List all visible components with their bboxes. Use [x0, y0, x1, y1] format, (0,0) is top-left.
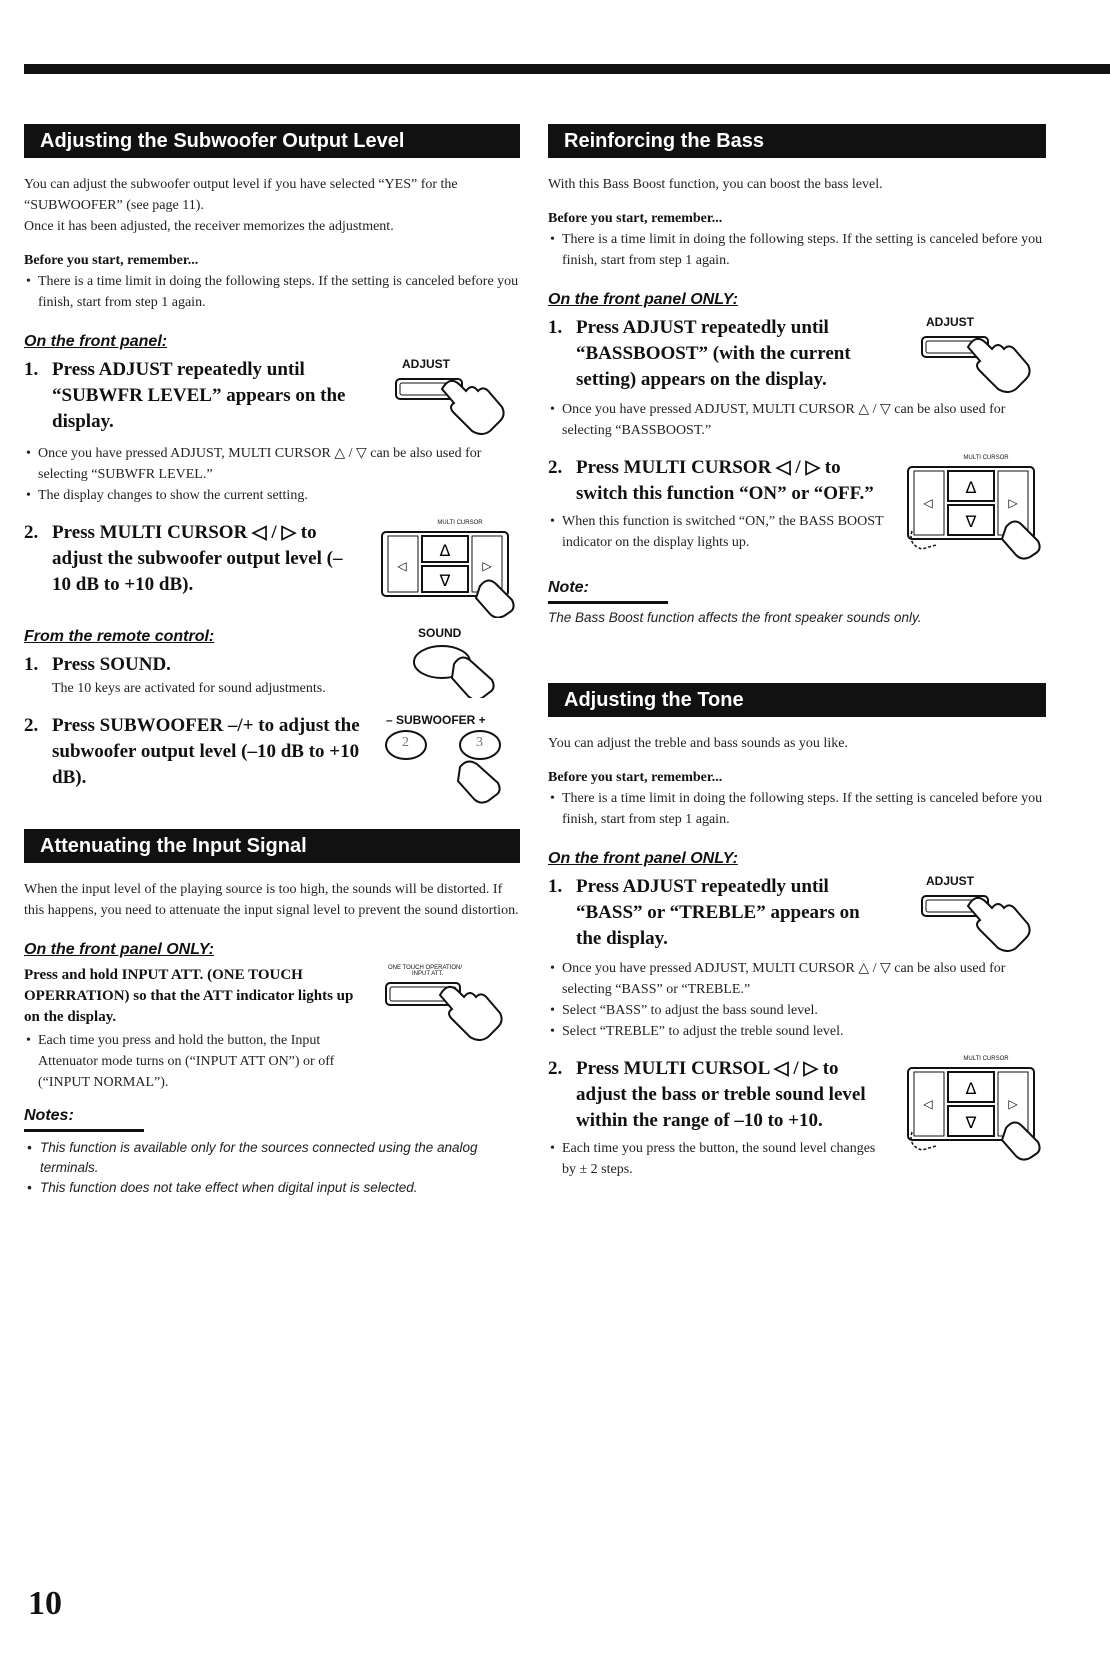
- bass-intro: With this Bass Boost function, you can boost the bass level.: [548, 177, 883, 192]
- svg-text:◁: ◁: [923, 496, 933, 510]
- step-text: Press SOUND.: [52, 654, 171, 675]
- step-number: 1.: [548, 876, 563, 897]
- tone-step-1: [548, 874, 1046, 954]
- adjust-button-illustration: [390, 357, 520, 437]
- step-text: Press MULTI CURSOL ◁ / ▷ to adjust the bass or treble sound level within the range of –10 to +10.: [576, 1058, 866, 1131]
- cursor-pad-icon: [906, 461, 1046, 561]
- subwoofer-label: – SUBWOOFER +: [386, 713, 486, 727]
- note-2: • This function does not take effect when digital input is selected.: [24, 1178, 520, 1198]
- multi-cursor-label: MULTI CURSOR: [963, 455, 1009, 461]
- step-number: 1.: [548, 317, 563, 338]
- subwoofer-intro-2: Once it has been adjusted, the receiver memorizes the adjustment.: [24, 219, 394, 234]
- sound-button-icon: [410, 640, 520, 698]
- step-number: 2.: [548, 1058, 563, 1079]
- multi-cursor-label: MULTI CURSOR: [437, 520, 483, 526]
- adjust-button-illustration: [916, 315, 1046, 395]
- remote-step1-text: The 10 keys are activated for sound adjustments.: [52, 681, 326, 696]
- step-number: 2.: [24, 522, 39, 543]
- step-text: Press MULTI CURSOR ◁ / ▷ to switch this function “ON” or “OFF.”: [576, 457, 874, 504]
- svg-text:Δ: Δ: [965, 1079, 977, 1098]
- notes-rule: [24, 1129, 144, 1132]
- bass-heading: On the front panel ONLY:: [548, 291, 738, 308]
- step1-bullet-2: • The display changes to show the current setting.: [24, 485, 520, 506]
- subwoofer-keys-illustration: [380, 713, 520, 809]
- tone-step1-bullet-3: • Select “TREBLE” to adjust the treble sound level.: [548, 1021, 1046, 1042]
- subwoofer-step-2: [24, 520, 520, 620]
- section-title-tone: Adjusting the Tone: [548, 683, 1046, 717]
- subwoofer-step-1: [24, 357, 520, 437]
- left-column: [24, 124, 520, 1198]
- sound-button-illustration: [410, 626, 520, 696]
- adjust-label: ADJUST: [926, 315, 975, 329]
- svg-text:◁: ◁: [923, 1097, 933, 1111]
- svg-text:▷: ▷: [1008, 1097, 1018, 1111]
- hand-press-icon: [380, 977, 520, 1041]
- notes-heading: Notes:: [24, 1107, 74, 1124]
- step-number: 2.: [548, 457, 563, 478]
- attenuate-instruction: [24, 965, 520, 1093]
- subwoofer-intro-1: You can adjust the subwoofer output level if you have selected “YES” for the “SUBWOOFER” (see page 11).: [24, 177, 458, 213]
- step-text: Press ADJUST repeatedly until “SUBWFR LEVEL” appears on the display.: [52, 359, 346, 432]
- input-att-button-illustration: [380, 965, 520, 1045]
- note-1: • This function is available only for the sources connected using the analog terminals.: [24, 1138, 520, 1178]
- multi-cursor-illustration: [906, 455, 1046, 565]
- input-att-label-1: ONE TOUCH OPERATION/: [388, 965, 463, 971]
- svg-text:∇: ∇: [439, 571, 451, 590]
- remote-heading: From the remote control:: [24, 628, 215, 645]
- multi-cursor-illustration: [380, 520, 520, 620]
- page-number: 10: [28, 1585, 62, 1622]
- section-title-bass: Reinforcing the Bass: [548, 124, 1046, 158]
- before-you-start: Before you start, remember...: [548, 770, 723, 785]
- svg-text:◁: ◁: [397, 559, 407, 573]
- step1-bullet-1: • Once you have pressed ADJUST, MULTI CURSOR △ / ▽ can be also used for selecting “SUBWFR LEVEL.”: [24, 443, 520, 485]
- section-title-attenuate: Attenuating the Input Signal: [24, 829, 520, 863]
- hand-press-icon: [916, 888, 1046, 952]
- multi-cursor-illustration: [906, 1056, 1046, 1166]
- tone-step1-bullet-2: • Select “BASS” to adjust the bass sound level.: [548, 1000, 1046, 1021]
- key-2: 2: [402, 735, 409, 750]
- bass-step-2: [548, 455, 1046, 565]
- top-rule: [24, 64, 1110, 74]
- svg-text:▷: ▷: [482, 559, 492, 573]
- tone-intro: You can adjust the treble and bass sounds as you like.: [548, 736, 848, 751]
- multi-cursor-label: MULTI CURSOR: [963, 1056, 1009, 1062]
- attenuate-intro: When the input level of the playing source is too high, the sounds will be distorted. If this happens, you need to attenuate the input signal level to prevent the sound distortion.: [24, 882, 519, 918]
- bass-step-1: [548, 315, 1046, 395]
- sound-label: SOUND: [418, 626, 462, 640]
- before-bullet: • There is a time limit in doing the following steps. If the setting is canceled before you finish, start from step 1 again.: [24, 271, 520, 313]
- step-number: 1.: [24, 654, 39, 675]
- tone-heading: On the front panel ONLY:: [548, 850, 738, 867]
- before-bullet: • There is a time limit in doing the following steps. If the setting is canceled before you finish, start from step 1 again.: [548, 229, 1046, 271]
- cursor-pad-icon: [380, 526, 520, 618]
- adjust-label: ADJUST: [926, 874, 975, 888]
- adjust-button-illustration: [916, 874, 1046, 954]
- note-heading: Note:: [548, 579, 589, 596]
- key-3: 3: [476, 735, 483, 750]
- input-att-label-2: INPUT ATT.: [412, 971, 444, 977]
- bass-step2-bullet: • When this function is switched “ON,” the BASS BOOST indicator on the display lights up.: [548, 511, 888, 553]
- step-text: Press ADJUST repeatedly until “BASSBOOST” (with the current setting) appears on the display.: [576, 317, 851, 390]
- attenuate-instruction-text: Press and hold INPUT ATT. (ONE TOUCH OPERRATION) so that the ATT indicator lights up on the display.: [24, 967, 354, 1025]
- right-column: [548, 124, 1046, 1180]
- attenuate-heading: On the front panel ONLY:: [24, 941, 214, 958]
- step-number: 2.: [24, 715, 39, 736]
- attenuate-bullet: • Each time you press and hold the button, the Input Attenuator mode turns on (“INPUT ATT ON”) or off (“INPUT NORMAL”).: [24, 1030, 364, 1093]
- before-bullet: • There is a time limit in doing the following steps. If the setting is canceled before you finish, start from step 1 again.: [548, 788, 1046, 830]
- cursor-pad-icon: [906, 1062, 1046, 1162]
- tone-step1-bullet-1: • Once you have pressed ADJUST, MULTI CURSOR △ / ▽ can be also used for selecting “BASS” or “TREBLE.”: [548, 958, 1046, 1000]
- hand-press-icon: [916, 329, 1046, 393]
- svg-text:Δ: Δ: [965, 478, 977, 497]
- bass-step1-bullet: • Once you have pressed ADJUST, MULTI CURSOR △ / ▽ can be also used for selecting “BASSBOOST.”: [548, 399, 1046, 441]
- subwoofer-keys-icon: [380, 727, 520, 807]
- svg-text:∇: ∇: [965, 1113, 977, 1132]
- hand-press-icon: [390, 371, 520, 435]
- tone-step-2: [548, 1056, 1046, 1180]
- step-text: Press SUBWOOFER –/+ to adjust the subwoofer output level (–10 dB to +10 dB).: [52, 715, 360, 788]
- section-title-subwoofer: Adjusting the Subwoofer Output Level: [24, 124, 520, 158]
- svg-text:∇: ∇: [965, 512, 977, 531]
- step-text: Press ADJUST repeatedly until “BASS” or “TREBLE” appears on the display.: [576, 876, 860, 949]
- front-panel-heading: On the front panel:: [24, 333, 168, 350]
- before-you-start: Before you start, remember...: [24, 253, 199, 268]
- adjust-label: ADJUST: [402, 357, 451, 371]
- note-rule: [548, 601, 668, 604]
- step-text: Press MULTI CURSOR ◁ / ▷ to adjust the subwoofer output level (–10 dB to +10 dB).: [52, 522, 343, 595]
- bass-note: The Bass Boost function affects the front speaker sounds only.: [548, 610, 922, 625]
- remote-step-2: [24, 713, 520, 809]
- svg-text:▷: ▷: [1008, 496, 1018, 510]
- tone-step2-bullet: • Each time you press the button, the sound level changes by ± 2 steps.: [548, 1138, 878, 1180]
- before-you-start: Before you start, remember...: [548, 211, 723, 226]
- step-number: 1.: [24, 359, 39, 380]
- svg-text:Δ: Δ: [439, 541, 451, 560]
